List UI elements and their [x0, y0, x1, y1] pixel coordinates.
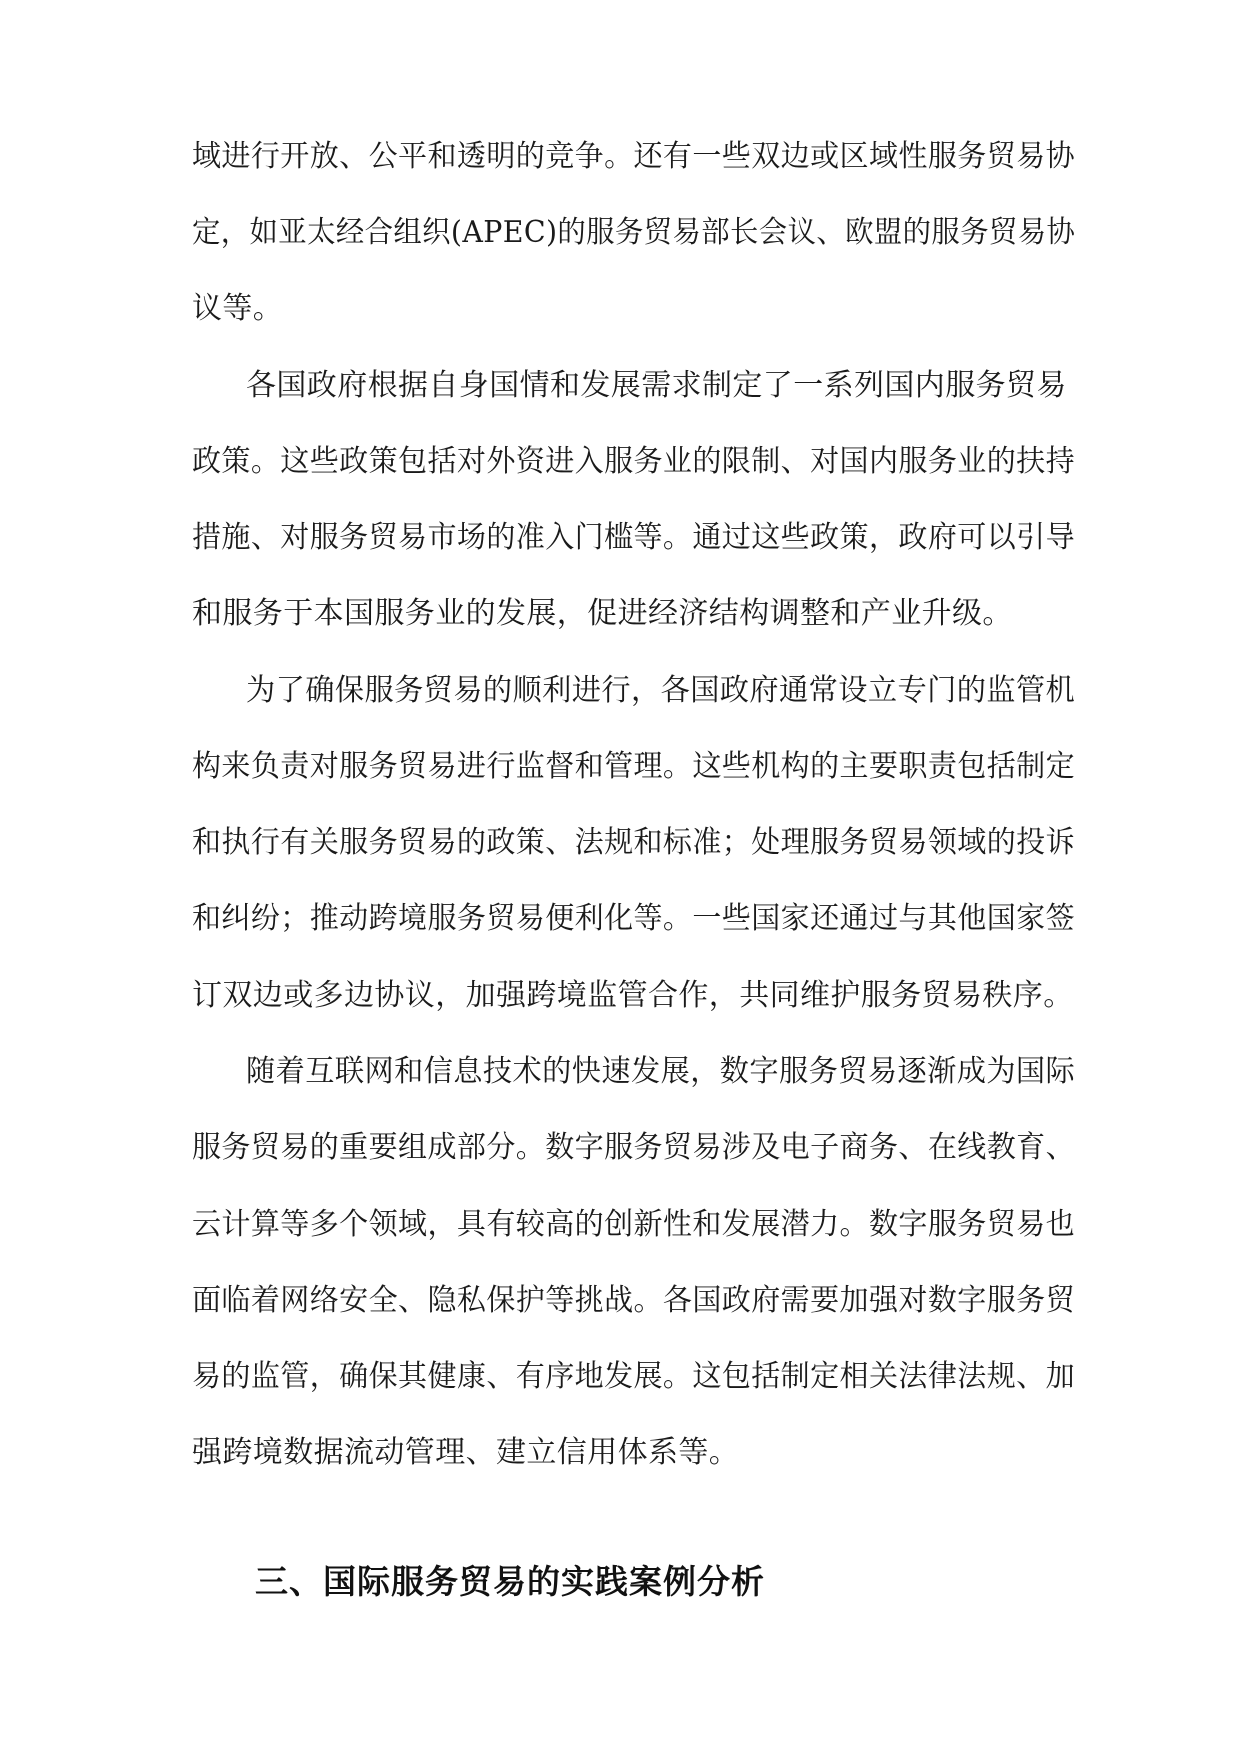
paragraph-4-line-2: 服务贸易的重要组成部分。数字服务贸易涉及电子商务、在线教育、	[192, 1130, 1075, 1165]
paragraph-3-line-3: 和执行有关服务贸易的政策、法规和标准；处理服务贸易领域的投诉	[192, 825, 1075, 860]
paragraph-2-line-3: 措施、对服务贸易市场的准入门槛等。通过这些政策，政府可以引导	[192, 520, 1075, 555]
paragraph-1-line-2: 定，如亚太经合组织(APEC)的服务贸易部长会议、欧盟的服务贸易协	[192, 215, 1076, 250]
paragraph-3-line-4: 和纠纷；推动跨境服务贸易便利化等。一些国家还通过与其他国家签	[192, 901, 1075, 936]
paragraph-4-line-1: 随着互联网和信息技术的快速发展，数字服务贸易逐渐成为国际	[246, 1054, 1076, 1089]
paragraph-4-line-5: 易的监管，确保其健康、有序地发展。这包括制定相关法律法规、加	[192, 1359, 1075, 1394]
paragraph-2-line-4: 和服务于本国服务业的发展，促进经济结构调整和产业升级。	[192, 596, 1013, 631]
paragraph-2-line-1: 各国政府根据自身国情和发展需求制定了一系列国内服务贸易	[246, 368, 1067, 403]
paragraph-1-line-3: 议等。	[192, 291, 284, 326]
paragraph-3-line-5: 订双边或多边协议，加强跨境监管合作，共同维护服务贸易秩序。	[192, 978, 1074, 1013]
paragraph-4-line-6: 强跨境数据流动管理、建立信用体系等。	[192, 1435, 740, 1470]
paragraph-4-line-4: 面临着网络安全、隐私保护等挑战。各国政府需要加强对数字服务贸	[192, 1283, 1075, 1318]
paragraph-1-line-1: 域进行开放、公平和透明的竞争。还有一些双边或区域性服务贸易协	[192, 139, 1075, 174]
paragraph-2-line-2: 政策。这些政策包括对外资进入服务业的限制、对国内服务业的扶持	[192, 444, 1075, 479]
section-heading: 三、国际服务贸易的实践案例分析	[255, 1562, 765, 1601]
paragraph-3-line-1: 为了确保服务贸易的顺利进行，各国政府通常设立专门的监管机	[246, 673, 1076, 708]
paragraph-3-line-2: 构来负责对服务贸易进行监督和管理。这些机构的主要职责包括制定	[192, 749, 1075, 784]
paragraph-4-line-3: 云计算等多个领域，具有较高的创新性和发展潜力。数字服务贸易也	[192, 1207, 1075, 1242]
